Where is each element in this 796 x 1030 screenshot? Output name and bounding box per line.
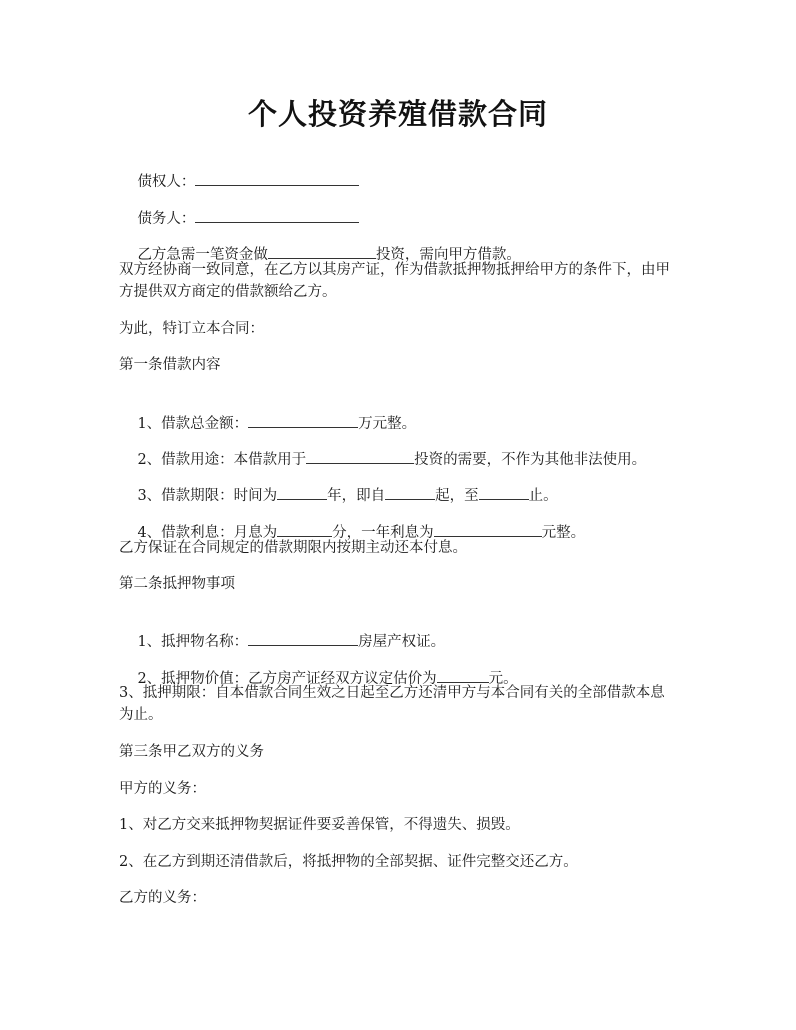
text: 分，一年利息为	[332, 525, 434, 541]
collateral-term-paragraph: 3、抵押期限：自本借款合同生效之日起至乙方还清甲方与本合同有关的全部借款本息为止。	[119, 685, 665, 723]
text: 2、借款用途：本借款用于	[137, 452, 307, 468]
text: 元。	[488, 671, 518, 687]
text: 4、借款利息：月息为	[137, 525, 278, 541]
text: 元整。	[541, 525, 586, 541]
debtor-label: 债务人：	[137, 211, 196, 227]
value-blank	[437, 668, 489, 683]
years-blank	[277, 485, 327, 500]
text: 止。	[528, 488, 558, 504]
start-blank	[385, 485, 435, 500]
text: 2、抵押物价值：乙方房产证经双方议定估价为	[137, 671, 437, 687]
investment-blank	[268, 244, 376, 259]
document-title: 个人投资养殖借款合同	[247, 97, 548, 131]
text: 房屋产权证。	[358, 634, 446, 650]
creditor-blank	[195, 171, 359, 186]
text: 3、借款期限：时间为	[137, 488, 278, 504]
creditor-label: 债权人：	[137, 174, 196, 190]
text: 年，即自	[327, 488, 386, 504]
agreement-paragraph: 双方经协商一致同意，在乙方以其房产证，作为借款抵押物抵押给甲方的条件下，由甲方提供双方商定的借款额给乙方。	[119, 262, 670, 300]
article-2-heading: 第二条抵押物事项	[119, 576, 235, 592]
party-a-obligations-heading: 甲方的义务：	[119, 781, 206, 797]
text: 投资，需向甲方借款。	[375, 247, 521, 263]
obligation-a-2: 2、在乙方到期还清借款后，将抵押物的全部契据、证件完整交还乙方。	[119, 854, 578, 870]
article-1-heading: 第一条借款内容	[119, 357, 221, 373]
party-b-obligations-heading: 乙方的义务：	[119, 890, 206, 906]
end-blank	[479, 485, 529, 500]
text: 乙方急需一笔资金做	[137, 247, 268, 263]
text: 1、抵押物名称：	[137, 634, 249, 650]
preamble: 为此，特订立本合同：	[119, 321, 264, 337]
rate-blank	[277, 522, 332, 537]
text: 万元整。	[358, 416, 417, 432]
text: 投资的需要，不作为其他非法使用。	[414, 452, 647, 468]
interest-blank	[434, 522, 542, 537]
text: 1、借款总金额：	[137, 416, 249, 432]
purpose-blank	[306, 449, 414, 464]
debtor-blank	[195, 208, 359, 223]
obligation-a-1: 1、对乙方交来抵押物契据证件要妥善保管，不得遗失、损毁。	[119, 817, 520, 833]
repayment-guarantee: 乙方保证在合同规定的借款期限内按期主动还本付息。	[119, 540, 467, 556]
article-3-heading: 第三条甲乙双方的义务	[119, 744, 264, 760]
text: 起，至	[435, 488, 479, 504]
amount-blank	[248, 413, 358, 428]
collateral-blank	[248, 631, 358, 646]
